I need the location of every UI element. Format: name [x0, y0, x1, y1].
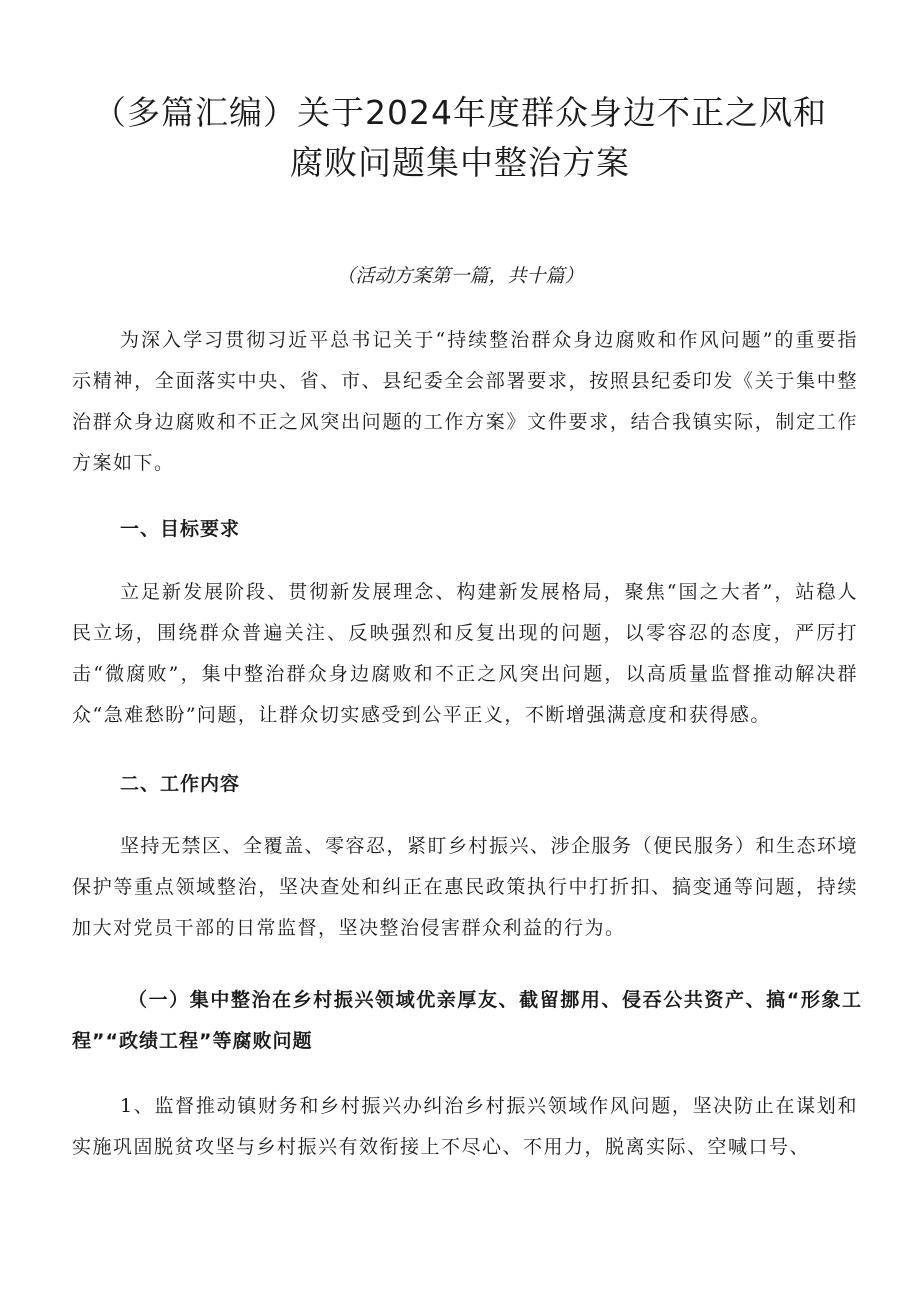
section-heading-work-content: 二、工作内容: [120, 773, 241, 795]
document-subtitle: （活动方案第一篇，共十篇）: [336, 265, 584, 287]
subsection-heading-rural-revitalization: （一）集中整治在乡村振兴领域优亲厚友、截留挪用、侵吞公共资产、搞“形象工程”“政绩工程”等腐败问题: [72, 989, 862, 1052]
item-1-paragraph: 1、监督推动镇财务和乡村振兴办纠治乡村振兴领域作风问题，坚决防止在谋划和实施巩固脱贫攻坚与乡村振兴有效衔接上不尽心、不用力，脱离实际、空喊口号、: [72, 1095, 858, 1158]
goals-paragraph: 立足新发展阶段、贯彻新发展理念、构建新发展格局，聚焦“国之大者”，站稳人民立场，围绕群众普遍关注、反映强烈和反复出现的问题，以零容忍的态度，严厉打击“微腐败”，集中整治群众身边腐败和不正之风突出问题，以高质量监督推动解决群众“急难愁盼”问题，让群众切实感受到公平正义，不断增强满意度和获得感。: [72, 581, 858, 726]
document-title: （多篇汇编）关于2024年度群众身边不正之风和腐败问题集中整治方案: [93, 93, 827, 182]
section-heading-goals: 一、目标要求: [120, 518, 241, 540]
intro-paragraph: 为深入学习贯彻习近平总书记关于“持续整治群众身边腐败和作风问题”的重要指示精神，全面落实中央、省、市、县纪委全会部署要求，按照县纪委印发《关于集中整治群众身边腐败和不正之风突出问题的工作方案》文件要求，结合我镇实际，制定工作方案如下。: [72, 329, 858, 474]
work-content-paragraph: 坚持无禁区、全覆盖、零容忍，紧盯乡村振兴、涉企服务（便民服务）和生态环境保护等重点领域整治，坚决查处和纠正在惠民政策执行中打折扣、搞变通等问题，持续加大对党员干部的日常监督，坚决整治侵害群众利益的行为。: [72, 835, 859, 939]
